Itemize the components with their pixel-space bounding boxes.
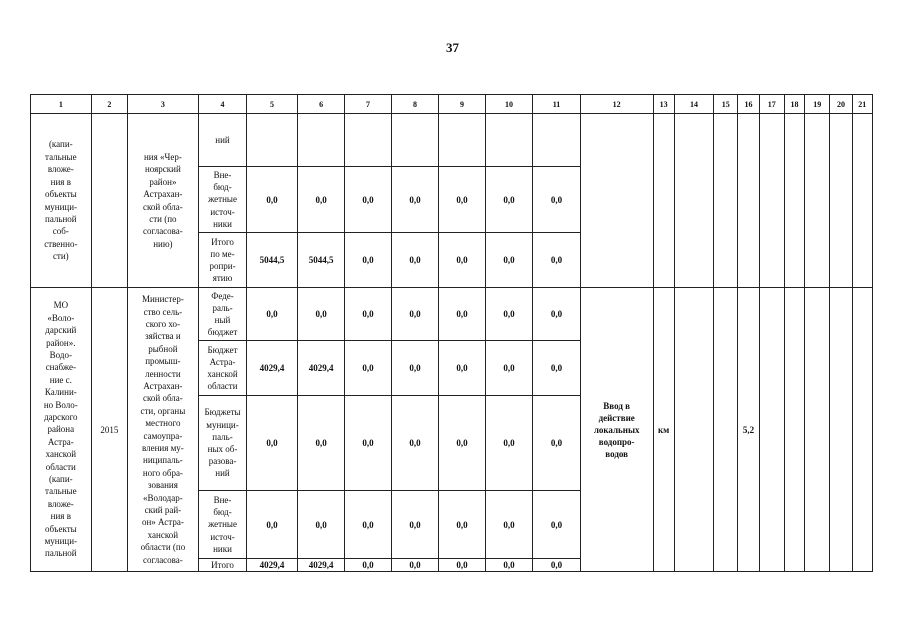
value-cell: 0,0: [533, 341, 581, 396]
blank-cell: [830, 114, 852, 288]
value-cell: 0,0: [391, 559, 439, 572]
value-cell: 0,0: [345, 559, 391, 572]
value-cell: 0,0: [533, 233, 581, 288]
value-cell: 5044,5: [297, 233, 345, 288]
header-row: [31, 95, 873, 114]
value-cell: 4029,4: [247, 559, 298, 572]
header-cell: 17: [759, 95, 784, 114]
header-cell: 21: [852, 95, 872, 114]
blank-cell: [852, 288, 872, 572]
value-cell: 0,0: [533, 167, 581, 233]
blank-cell: [759, 288, 784, 572]
header-cell: 18: [784, 95, 804, 114]
value-cell: [297, 114, 345, 167]
blank-cell: [805, 114, 830, 288]
funding-source-cell: ний: [198, 114, 247, 167]
value-cell: 0,0: [247, 288, 298, 341]
year-cell: [91, 114, 127, 288]
unit-cell: км: [653, 288, 674, 572]
value-cell: 5044,5: [247, 233, 298, 288]
funding-source-cell: Бюджет Астра- ханской области: [198, 341, 247, 396]
blank-cell: [738, 114, 759, 288]
header-cell: 10: [485, 95, 533, 114]
value-cell: 0,0: [247, 167, 298, 233]
value-cell: 0,0: [391, 396, 439, 491]
funding-source-cell: Феде- раль- ный бюджет: [198, 288, 247, 341]
value-cell: [247, 114, 298, 167]
header-cell: 2: [91, 95, 127, 114]
blank-cell: [784, 114, 804, 288]
blank-cell: [852, 114, 872, 288]
header-cell: 16: [738, 95, 759, 114]
value-cell: 0,0: [297, 396, 345, 491]
blank-cell: [784, 288, 804, 572]
header-cell: 15: [714, 95, 738, 114]
value-cell: 0,0: [391, 233, 439, 288]
funding-source-cell: Бюджеты муници- паль- ных об- разова- ний: [198, 396, 247, 491]
value-cell: 0,0: [391, 167, 439, 233]
header-cell: 4: [198, 95, 247, 114]
value-cell: 0,0: [439, 288, 485, 341]
value-cell: 0,0: [297, 288, 345, 341]
value-cell: 0,0: [345, 233, 391, 288]
result-cell: Ввод в действие локальных водопро- водов: [580, 288, 653, 572]
value-cell: 0,0: [485, 341, 533, 396]
value-cell: 4029,4: [297, 341, 345, 396]
unit-cell: [653, 114, 674, 288]
header-cell: 19: [805, 95, 830, 114]
value-cell: 0,0: [391, 491, 439, 559]
funding-source-cell: Вне- бюд- жетные источ- ники: [198, 167, 247, 233]
value-cell: 0,0: [297, 167, 345, 233]
header-cell: 11: [533, 95, 581, 114]
value-cell: 4029,4: [297, 559, 345, 572]
result-cell: [580, 114, 653, 288]
value-cell: 0,0: [533, 559, 581, 572]
funding-source-cell: Итого по ме- ропри- ятию: [198, 233, 247, 288]
header-cell: 6: [297, 95, 345, 114]
blank-cell: [805, 288, 830, 572]
value-cell: 0,0: [391, 288, 439, 341]
blank-cell: [674, 114, 713, 288]
value-cell: 0,0: [345, 288, 391, 341]
header-cell: 1: [31, 95, 92, 114]
value-cell: 0,0: [485, 288, 533, 341]
executor-cell: ния «Чер- ноярский район» Астрахан- ской обла- сти (по согласова- нию): [128, 114, 199, 288]
value-cell: [439, 114, 485, 167]
value-cell: 0,0: [439, 233, 485, 288]
value-cell: 0,0: [485, 167, 533, 233]
value-cell: [533, 114, 581, 167]
header-cell: 14: [674, 95, 713, 114]
value-cell: 0,0: [485, 233, 533, 288]
header-cell: 12: [580, 95, 653, 114]
event-name-cell: МО «Воло- дарский район». Водо- снабже- ние с. Калини- но Воло- дарского района Астра- ханской области (капи- тальные вложе- ния в объекты муници- пальной: [31, 288, 92, 572]
funding-source-cell: Вне- бюд- жетные источ- ники: [198, 491, 247, 559]
value-cell: 0,0: [345, 491, 391, 559]
blank-cell: [714, 288, 738, 572]
target-value-cell: 5,2: [738, 288, 759, 572]
funding-source-cell: Итого: [198, 559, 247, 572]
value-cell: 0,0: [533, 288, 581, 341]
table-row: [31, 114, 873, 167]
value-cell: 0,0: [439, 167, 485, 233]
value-cell: 0,0: [439, 396, 485, 491]
value-cell: 0,0: [247, 491, 298, 559]
header-cell: 3: [128, 95, 199, 114]
value-cell: 0,0: [439, 341, 485, 396]
value-cell: [485, 114, 533, 167]
value-cell: 0,0: [485, 396, 533, 491]
header-cell: 5: [247, 95, 298, 114]
executor-cell: Министер- ство сель- ского хо- зяйства и рыбной промыш- ленности Астрахан- ской обла- сти, органы местного самоупра- вления му- ниципаль- ного обра- зования «Володар- ский рай- он» Астра- ханской области (по согласова-: [128, 288, 199, 572]
value-cell: 0,0: [533, 491, 581, 559]
value-cell: 0,0: [485, 491, 533, 559]
header-cell: 9: [439, 95, 485, 114]
value-cell: [345, 114, 391, 167]
year-cell: 2015: [91, 288, 127, 572]
value-cell: 0,0: [345, 341, 391, 396]
blank-cell: [759, 114, 784, 288]
value-cell: 0,0: [439, 491, 485, 559]
blank-cell: [830, 288, 852, 572]
financing-table: [30, 94, 873, 572]
blank-cell: [714, 114, 738, 288]
value-cell: 0,0: [485, 559, 533, 572]
value-cell: 0,0: [391, 341, 439, 396]
blank-cell: [674, 288, 713, 572]
value-cell: 0,0: [345, 167, 391, 233]
value-cell: 0,0: [297, 491, 345, 559]
value-cell: 4029,4: [247, 341, 298, 396]
value-cell: 0,0: [345, 396, 391, 491]
value-cell: 0,0: [533, 396, 581, 491]
value-cell: 0,0: [247, 396, 298, 491]
header-cell: 8: [391, 95, 439, 114]
page-number: 37: [446, 40, 459, 55]
table-row: [31, 288, 873, 341]
header-cell: 20: [830, 95, 852, 114]
value-cell: 0,0: [439, 559, 485, 572]
value-cell: [391, 114, 439, 167]
header-cell: 13: [653, 95, 674, 114]
event-name-cell: (капи- тальные вложе- ния в объекты муници- пальной соб- ственно- сти): [31, 114, 92, 288]
header-cell: 7: [345, 95, 391, 114]
